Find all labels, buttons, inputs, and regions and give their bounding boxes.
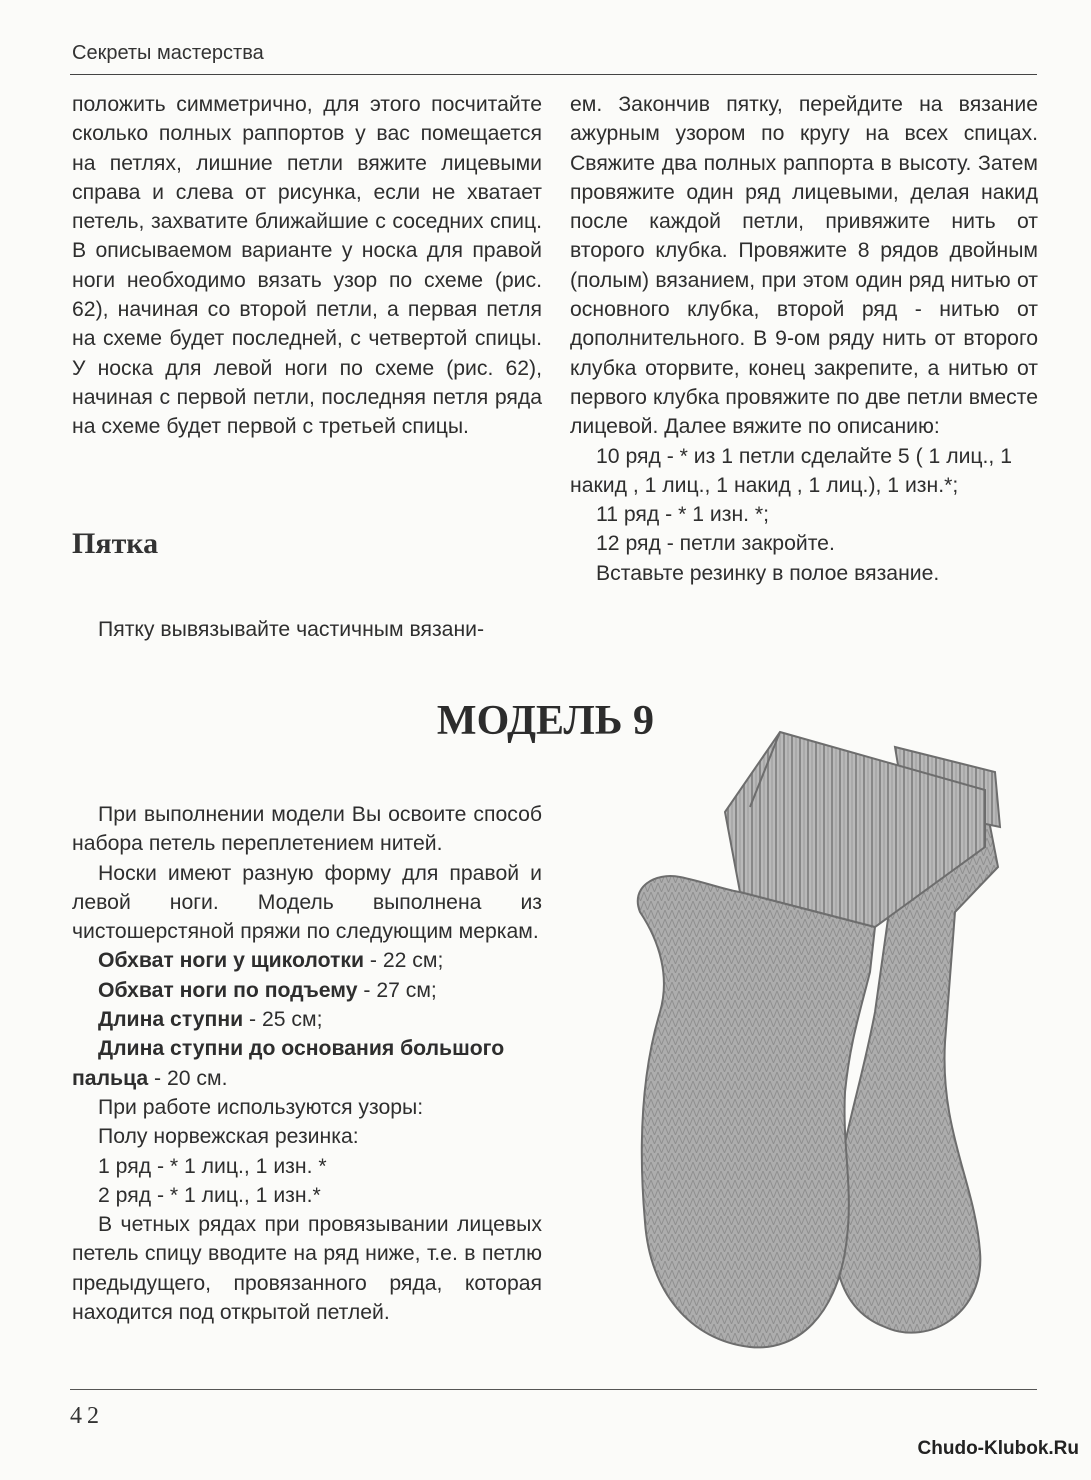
measurement-ankle [72,946,542,975]
model-intro: При выполнении модели Вы освоите способ набора петель переплетением нитей. [72,803,542,856]
model-shape: Носки имеют разную форму для правой и левой ноги. Модель выполнена из чистошерстяной пряжи по следующим меркам. [72,861,542,944]
pattern-name: Полу норвежская резинка: [98,1125,359,1149]
insert-elastic-text: Вставьте резинку в полое вязание. [596,561,940,585]
section-heading-heel: Пятка [72,527,159,560]
site-watermark: Chudo-Klubok.Ru [917,1438,1079,1459]
page-number: 42 [70,1403,104,1429]
measurement-label: Длина ступни [98,1008,244,1032]
pattern-row-1: 1 ряд - * 1 лиц., 1 изн. * [98,1154,327,1178]
model-description [72,800,542,1327]
measurement-value: - 27 см; [357,978,437,1002]
measurement-value: - 20 см. [148,1066,228,1090]
measurement-instep [72,976,542,1005]
row-10-instruction: 10 ряд - * из 1 петли сделайте 5 ( 1 лиц., 1 накид , 1 лиц., 1 накид , 1 лиц.), 1 изн.*; [570,444,1012,497]
left-column-text: положить симметрично, для этого посчитайте сколько полных раппортов у вас помещается на петлях, лишние петли вяжите лицевыми справа и слева от рисунка, если не хватает петель, захватите ближайшие с соседних спиц. В описываемом варианте у носка для правой ноги необходимо вязать узор по схеме (рис. 62), начиная со второй петли, а первая петля на схеме будет последней, с четвертой спицы. У носка для левой ноги по схеме (рис. 62), начиная с первой петли, последняя петля ряда на схеме будет первой с третьей спицы. [72,93,542,439]
running-header: Секреты мастерства [72,42,264,64]
measurement-value: - 22 см; [364,949,444,973]
measurement-foot-length [72,1005,542,1034]
model-title: МОДЕЛЬ 9 [436,698,655,744]
header-rule [70,74,1037,75]
pattern-row-2: 2 ряд - * 1 лиц., 1 изн.* [98,1183,321,1207]
footer-rule [70,1389,1037,1390]
heel-text: Пятку вывязывайте частичным вязани- [98,618,485,641]
even-rows-text: В четных рядах при провязывании лицевых петель спицу вводите на ряд ниже, т.е. в петлю предыдущего, провязанного ряда, которая находится под открытой петлей. [72,1213,542,1325]
patterns-intro: При работе используются узоры: [98,1095,424,1119]
measurement-toe-base [72,1034,542,1093]
right-column [570,90,1038,588]
measurement-label: Обхват ноги у щиколотки [98,949,365,973]
measurement-value: - 25 см; [243,1008,323,1032]
socks-illustration [630,712,1030,1352]
row-11-instruction: 11 ряд - * 1 изн. *; [596,503,770,527]
row-12-instruction: 12 ряд - петли закройте. [596,532,835,556]
right-column-text: ем. Закончив пятку, перейдите на вязание ажурным узором по кругу на всех спицах. Свяжите два полных раппорта в высоту. Затем провяжите один ряд лицевыми, делая накид после каждой петли, привяжите нить от второго клубка. Провяжите 8 рядов двойным (полым) вязанием, при этом один ряд нитью от основного клубка, второй ряд - нитью от дополнительного. В 9-ом ряду нить от второго клубка оторвите, конец закрепите, а нитью от первого клубка провяжите по две петли вместе лицевой. Далее вяжите по описанию: [570,93,1038,439]
measurement-label: Обхват ноги по подъему [98,978,358,1002]
measurement-label: Длина ступни до основания большого пальца [72,1037,505,1090]
front-sock [638,876,875,1347]
